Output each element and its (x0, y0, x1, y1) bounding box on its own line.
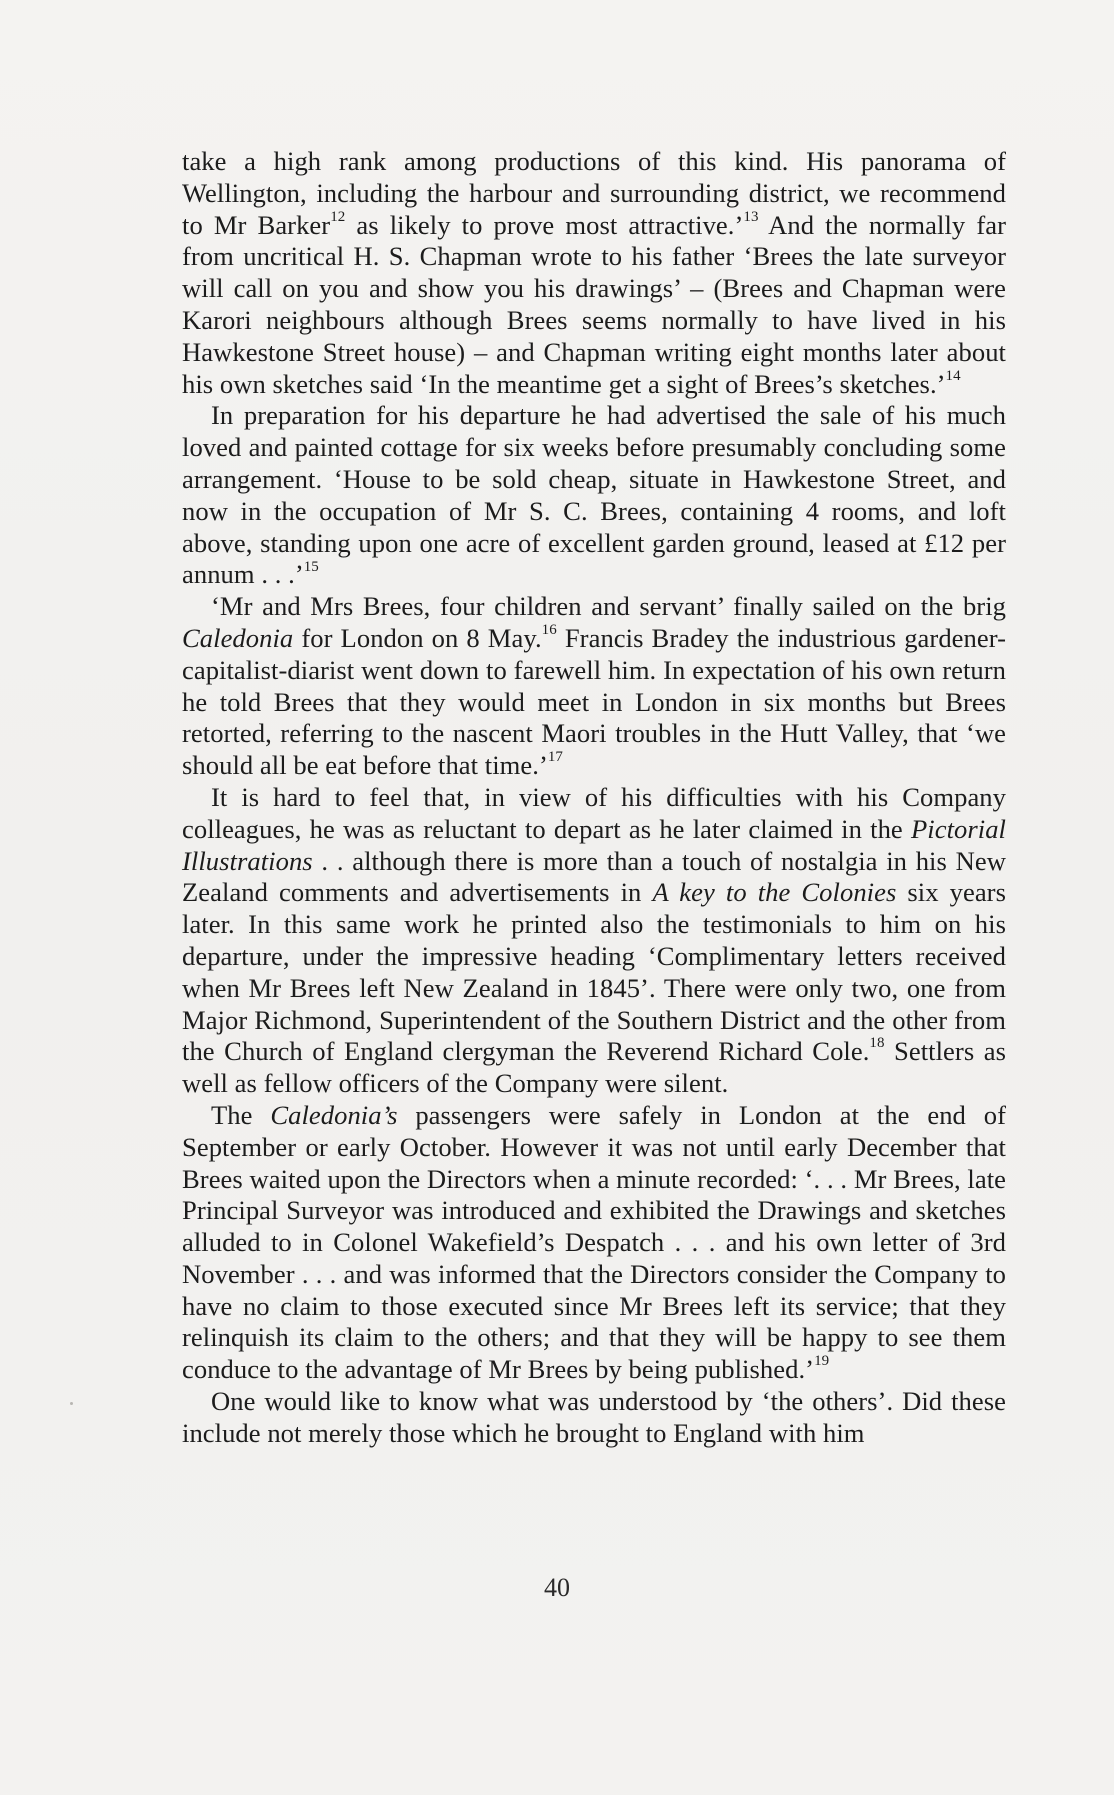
text-run: six years later. In this same work he printed also the testimonials to him on his departure, under the impressive heading ‘Complimentary letters received when Mr Brees left New Zealand in 1845’. There were only two, one from Major Richmond, Superintendent of the Southern District and the other from the Church of England clergyman the Reverend Richard Cole. (182, 877, 1006, 1067)
paragraph (182, 591, 1006, 782)
footnote-ref: 18 (869, 1035, 885, 1052)
text-run: as likely to prove most attractive.’ (345, 209, 744, 240)
text-run: And the normally far from uncritical H. S. Chapman wrote to his father ‘Brees the late surveyor will call on you and show you his drawings’ – (Brees and Chapman were Karori neighbours although Brees seems normally to have lived in his Hawkestone Street house) – and Chapman writing eight months later about his own sketches said ‘In the meantime get a sight of Brees’s sketches.’ (182, 209, 1006, 399)
text-run: take a high rank among productions of this kind. His panorama of Wellington, including the harbour and surrounding district, we recommend to Mr Barker (182, 146, 1006, 240)
footnote-ref: 13 (743, 208, 759, 225)
text-run: The (211, 1099, 271, 1130)
text-run: . . although there is more than a touch of nostalgia in his New Zealand comments and advertisements in (182, 845, 1006, 908)
paper-speck (70, 1402, 73, 1405)
text-run: Settlers as well as fellow officers of the Company were silent. (182, 1036, 1006, 1099)
italic-title: Pictorial Illustrations (182, 813, 1006, 876)
text-run: It is hard to feel that, in view of his difficulties with his Company colleagues, he was as reluctant to depart as he later claimed in the (182, 781, 1006, 844)
footnote-ref: 14 (945, 367, 961, 384)
italic-title: Caledonia (182, 622, 294, 653)
paragraph (182, 146, 1006, 400)
italic-title: Caledonia’s (270, 1099, 398, 1130)
paragraph (182, 400, 1006, 591)
footnote-ref: 12 (330, 208, 346, 225)
body-text (182, 146, 1006, 1450)
paragraph (182, 1386, 1006, 1450)
text-run: Francis Bradey the industrious gardener-capitalist-diarist went down to farewell him. In expectation of his own return he told Brees that they would meet in London in six months but Brees retorted, referring to the nascent Maori troubles in the Hutt Valley, that ‘we should all be eat before that time.’ (182, 622, 1006, 781)
footnote-ref: 16 (541, 622, 557, 639)
footnote-ref: 17 (547, 749, 563, 766)
text-run: One would like to know what was understood by ‘the others’. Did these include not merely those which he brought to England with him (182, 1386, 1006, 1448)
paragraph (182, 1100, 1006, 1386)
footnote-ref: 15 (303, 558, 319, 575)
text-run: ‘Mr and Mrs Brees, four children and servant’ finally sailed on the brig (211, 591, 1006, 622)
text-run: In preparation for his departure he had advertised the sale of his much loved and painted cottage for six weeks before presumably concluding some arrangement. ‘House to be sold cheap, situate in Hawkestone Street, and now in the occupation of Mr S. C. Brees, containing 4 rooms, and loft above, standing upon one acre of excellent garden ground, leased at £12 per annum . . .’ (182, 400, 1006, 590)
paragraph (182, 782, 1006, 1100)
text-run: for London on 8 May. (293, 622, 542, 653)
page-number: 40 (544, 1573, 570, 1602)
footnote-ref: 19 (814, 1353, 830, 1370)
text-run: passengers were safely in London at the end of September or early October. However it was not until early December that Brees waited upon the Directors when a minute recorded: ‘. . . Mr Brees, late Principal Surveyor was introduced and exhibited the Drawings and sketches alluded to in Colonel Wakefield’s Despatch . . . and his own letter of 3rd November . . . and was informed that the Directors consider the Company to have no claim to those executed since Mr Brees left its service; that they relinquish its claim to the others; and that they will be happy to see them conduce to the advantage of Mr Brees by being published.’ (182, 1099, 1006, 1385)
italic-title: A key to the Colonies (652, 877, 897, 908)
